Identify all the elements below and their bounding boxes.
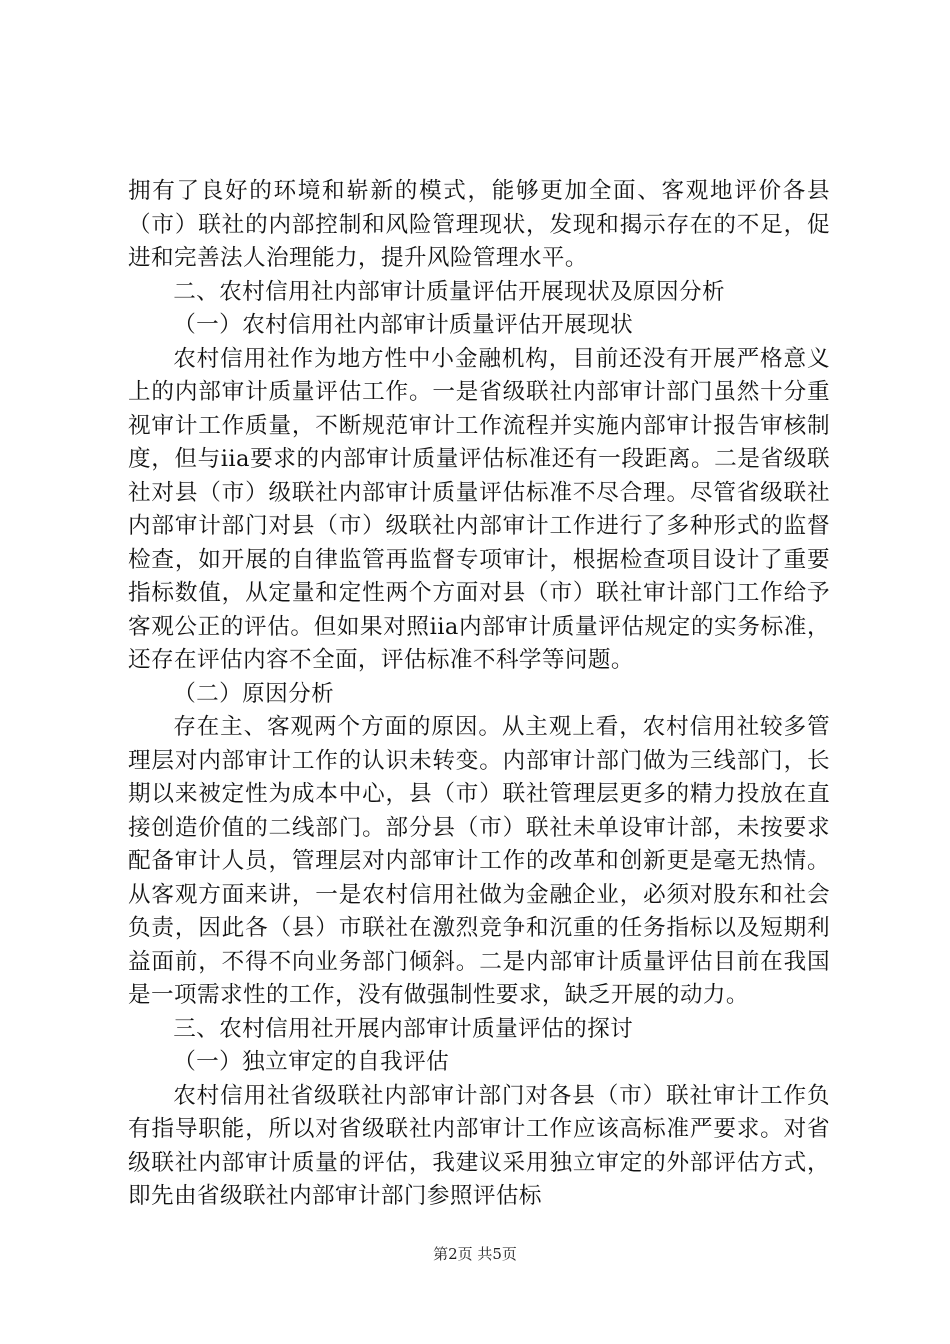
section-heading-2: 二、农村信用社内部审计质量评估开展现状及原因分析 <box>173 278 726 305</box>
subsection-heading-2-1: （一）农村信用社内部审计质量评估开展现状 <box>173 312 634 338</box>
paragraph-current-status: 农村信用社作为地方性中小金融机构，目前还没有开展严格意义上的内部审计质量评估工作。一是省级联社内部审计部门虽然十分重视审计工作质量，不断规范审计工作流程并实施内部审计报告审核制度，但与iia要求的内部审计质量评估标准还有一段距离。二是省级联社对县（市）级联社内部审计质量评估标准不尽合理。尽管省级联社内部审计部门对县（市）级联社内部审计工作进行了多种形式的监督检查，如开展的自律监管再监督专项审计，根据检查项目设计了重要指标数值，从定量和定性两个方面对县（市）联社审计部门工作给予客观公正的评估。但如果对照iia内部审计质量评估规定的实务标准，还存在评估内容不全面，评估标准不科学等问题。 <box>128 345 830 673</box>
subsection-heading-3-1: （一）独立审定的自我评估 <box>173 1049 450 1075</box>
section-heading-3: 三、农村信用社开展内部审计质量评估的探讨 <box>173 1015 634 1042</box>
document-body <box>128 175 830 1214</box>
subsection-heading-2-2: （二）原因分析 <box>173 680 335 707</box>
page-number-footer: 第2页 共5页 <box>433 1245 517 1263</box>
paragraph-self-assessment: 农村信用社省级联社内部审计部门对各县（市）联社审计工作负有指导职能，所以对省级联社内部审计工作应该高标准严要求。对省级联社内部审计质量的评估，我建议采用独立审定的外部评估方式，即先由省级联社内部审计部门参照评估标 <box>128 1082 830 1209</box>
paragraph-continuation: 拥有了良好的环境和崭新的模式，能够更加全面、客观地评价各县（市）联社的内部控制和风险管理现状，发现和揭示存在的不足，促进和完善法人治理能力，提升风险管理水平。 <box>128 178 830 271</box>
paragraph-cause-analysis: 存在主、客观两个方面的原因。从主观上看，农村信用社较多管理层对内部审计工作的认识未转变。内部审计部门做为三线部门，长期以来被定性为成本中心，县（市）联社管理层更多的精力投放在直接创造价值的二线部门。部分县（市）联社未单设审计部，未按要求配备审计人员，管理层对内部审计工作的改革和创新更是毫无热情。从客观方面来讲，一是农村信用社做为金融企业，必须对股东和社会负责，因此各（县）市联社在激烈竞争和沉重的任务指标以及短期利益面前，不得不向业务部门倾斜。二是内部审计质量评估目前在我国是一项需求性的工作，没有做强制性要求，缺乏开展的动力。 <box>128 714 830 1008</box>
